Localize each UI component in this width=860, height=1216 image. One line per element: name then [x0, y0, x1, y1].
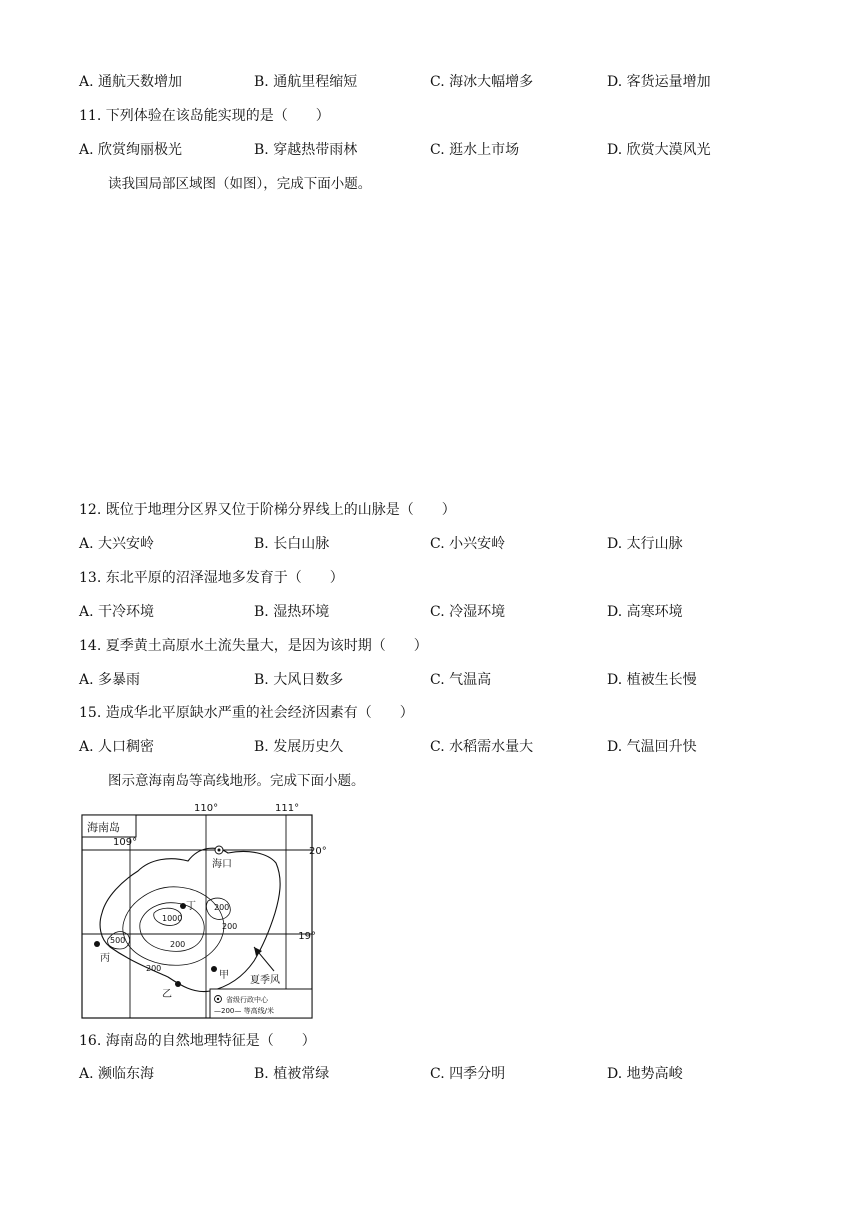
option-c: C. 气温高 [430, 672, 492, 688]
map-title: 海南岛 [87, 821, 120, 834]
option-c: C. 小兴安岭 [430, 536, 506, 552]
point-bing-marker [94, 941, 100, 947]
option-a: A. 欣赏绚丽极光 [79, 142, 183, 158]
option-b: B. 发展历史久 [254, 739, 344, 755]
point-ding-label: 丁 [186, 901, 196, 912]
question-15-stem: 15. 造成华北平原缺水严重的社会经济因素有（ ） [79, 705, 414, 721]
point-yi-marker [175, 981, 181, 987]
hainan-contour-map [78, 801, 327, 1021]
option-a: A. 通航天数增加 [79, 74, 183, 90]
option-c: C. 四季分明 [430, 1066, 506, 1082]
option-d: D. 植被生长慢 [607, 672, 697, 688]
monsoon-label: 夏季风 [250, 975, 280, 986]
intro-hainan-map: 图示意海南岛等高线地形。完成下面小题。 [108, 773, 365, 789]
option-a: A. 大兴安岭 [79, 536, 155, 552]
option-d: D. 地势高峻 [607, 1066, 683, 1082]
option-a: A. 濒临东海 [79, 1066, 155, 1082]
option-b: B. 湿热环境 [254, 604, 330, 620]
lon-109-label: 109° [113, 837, 138, 848]
intro-regional-map: 读我国局部区域图（如图），完成下面小题。 [108, 176, 372, 192]
option-c: C. 海冰大幅增多 [430, 74, 534, 90]
option-d: D. 客货运量增加 [607, 74, 711, 90]
question-11-stem: 11. 下列体验在该岛能实现的是（ ） [79, 108, 330, 124]
contour-label-1000: 1000 [162, 914, 183, 923]
point-jia-marker [211, 966, 217, 972]
option-d: D. 高寒环境 [607, 604, 683, 620]
option-d: D. 太行山脉 [607, 536, 683, 552]
option-a: A. 多暴雨 [79, 672, 141, 688]
contour-label-200b: 200 [222, 922, 238, 931]
question-13-stem: 13. 东北平原的沼泽湿地多发育于（ ） [79, 570, 344, 586]
option-b: B. 植被常绿 [254, 1066, 330, 1082]
lon-111-label: 111° [275, 803, 300, 814]
haikou-marker-dot [218, 849, 221, 852]
point-yi-label: 乙 [162, 989, 172, 1000]
question-14-stem: 14. 夏季黄土高原水土流失量大，是因为该时期（ ） [79, 638, 428, 654]
option-b: B. 穿越热带雨林 [254, 142, 358, 158]
question-12-stem: 12. 既位于地理分区界又位于阶梯分界线上的山脉是（ ） [79, 502, 456, 518]
contour-label-200a: 200 [214, 903, 230, 912]
option-b: B. 通航里程缩短 [254, 74, 358, 90]
option-a: A. 干冷环境 [79, 604, 155, 620]
option-c: C. 水稻需水量大 [430, 739, 534, 755]
question-16-stem: 16. 海南岛的自然地理特征是（ ） [79, 1033, 316, 1049]
lat-19-label: 19° [298, 931, 316, 942]
option-a: A. 人口稠密 [79, 739, 155, 755]
lat-20-label: 20° [309, 846, 327, 857]
legend-contour-label: —200— 等高线/米 [214, 1007, 274, 1015]
haikou-label: 海口 [212, 859, 232, 870]
contour-label-200d: 200 [170, 940, 186, 949]
point-bing-label: 丙 [100, 953, 110, 964]
point-jia-label: 甲 [219, 970, 229, 981]
option-b: B. 大风日数多 [254, 672, 344, 688]
lon-110-label: 110° [194, 803, 219, 814]
option-c: C. 冷湿环境 [430, 604, 506, 620]
legend-capital-label: 省级行政中心 [226, 996, 268, 1004]
legend-capital-symbol-dot [217, 998, 219, 1000]
contour-label-500: 500 [110, 936, 126, 945]
option-c: C. 逛水上市场 [430, 142, 520, 158]
option-d: D. 欣赏大漠风光 [607, 142, 711, 158]
option-b: B. 长白山脉 [254, 536, 330, 552]
contour-label-200c: 200 [146, 964, 162, 973]
option-d: D. 气温回升快 [607, 739, 697, 755]
